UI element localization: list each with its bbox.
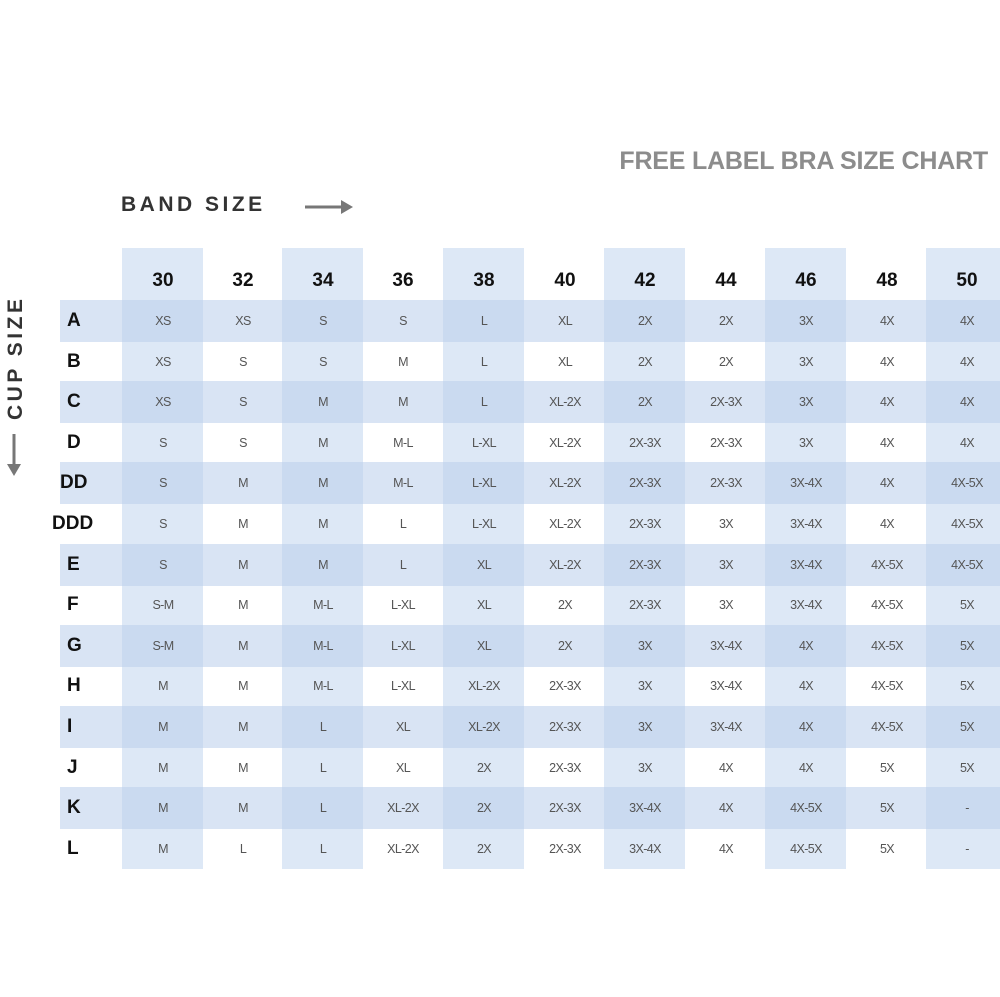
size-cell: S <box>159 435 167 450</box>
size-cell: 4X <box>798 679 814 694</box>
size-cell: 5X <box>959 638 975 653</box>
size-cell: 2X-3X <box>549 841 581 856</box>
size-cell: XL-2X <box>549 435 581 450</box>
cup-size-label: CUP SIZE <box>4 295 27 420</box>
size-cell: 4X <box>959 395 975 410</box>
size-cell: 2X <box>637 354 653 369</box>
size-cell: XL <box>395 760 411 775</box>
size-cell: 5X <box>879 760 895 775</box>
size-cell: XL-2X <box>387 801 419 816</box>
size-cell: XL-2X <box>549 557 581 572</box>
size-cell: L-XL <box>471 517 496 531</box>
size-cell: 3X <box>637 679 653 694</box>
size-cell: S-M <box>152 598 174 613</box>
size-cell: 2X-3X <box>629 476 661 491</box>
size-cell: M <box>158 841 168 856</box>
size-cell: L <box>319 720 327 734</box>
size-cell: 2X <box>476 760 492 775</box>
band-size-label: BAND SIZE <box>121 193 266 216</box>
band-size-header: 46 <box>795 270 817 291</box>
size-cell: L <box>399 557 407 572</box>
size-cell: M <box>318 476 328 491</box>
size-cell: 5X <box>879 801 895 816</box>
band-size-header: 48 <box>876 270 898 291</box>
size-cell: M <box>158 760 168 775</box>
size-cell: 5X <box>959 598 975 613</box>
cup-size-header: DD <box>60 472 88 494</box>
size-cell: M <box>398 395 408 410</box>
size-cell: M <box>238 760 248 775</box>
size-cell: L <box>399 517 407 531</box>
size-cell: 4X <box>879 354 895 369</box>
size-cell: L <box>239 841 247 856</box>
size-cell: 4X <box>959 314 975 328</box>
size-cell: L <box>319 801 327 816</box>
size-cell: M <box>238 801 248 816</box>
cup-size-header: F <box>67 594 79 616</box>
size-cell: 4X <box>879 517 895 531</box>
size-cell: 2X-3X <box>710 476 742 491</box>
size-cell: L <box>480 395 488 410</box>
size-cell: XL-2X <box>468 720 500 734</box>
size-cell: S <box>239 354 247 369</box>
size-cell: M <box>238 476 248 491</box>
size-cell: 3X-4X <box>629 841 661 856</box>
band-size-header: 34 <box>312 270 334 291</box>
size-cell: M <box>318 517 328 531</box>
size-cell: L-XL <box>390 598 415 613</box>
size-cell: 3X <box>798 395 814 410</box>
size-cell: XL-2X <box>549 476 581 491</box>
size-cell: S-M <box>152 638 174 653</box>
size-cell: 2X-3X <box>549 760 581 775</box>
size-cell: S <box>159 517 167 531</box>
band-size-header: 38 <box>473 270 495 291</box>
size-cell: XS <box>155 314 171 328</box>
size-cell: 3X <box>637 760 653 775</box>
band-size-header: 30 <box>152 270 174 291</box>
size-cell: 2X-3X <box>629 598 661 613</box>
size-cell: M-L <box>393 476 413 491</box>
size-cell: XL-2X <box>468 679 500 694</box>
size-cell: S <box>239 395 247 410</box>
size-cell: M <box>158 801 168 816</box>
size-cell: 4X-5X <box>871 598 903 613</box>
size-cell: M-L <box>393 435 413 450</box>
size-cell: 4X <box>959 435 975 450</box>
size-cell: 4X-5X <box>790 801 822 816</box>
size-cell: 3X <box>798 314 814 328</box>
size-cell: 2X <box>718 314 734 328</box>
size-cell: M <box>318 395 328 410</box>
size-cell: 3X-4X <box>710 720 742 734</box>
size-cell: M <box>238 517 248 531</box>
size-cell: XL-2X <box>387 841 419 856</box>
size-cell: S <box>159 557 167 572</box>
size-cell: M <box>238 557 248 572</box>
size-cell: 4X <box>798 760 814 775</box>
size-cell: M <box>158 720 168 734</box>
size-cell: 4X-5X <box>951 517 983 531</box>
size-cell: 3X <box>718 557 734 572</box>
size-cell: S <box>319 354 327 369</box>
size-cell: 2X-3X <box>549 679 581 694</box>
size-cell: XL <box>476 638 492 653</box>
size-cell: 2X <box>718 354 734 369</box>
size-cell: M <box>398 354 408 369</box>
size-cell: XL <box>395 720 411 734</box>
size-cell: 5X <box>959 679 975 694</box>
size-cell: 2X-3X <box>549 801 581 816</box>
cup-size-header: H <box>67 675 81 697</box>
size-cell: XL-2X <box>549 395 581 410</box>
size-cell: 3X <box>637 638 653 653</box>
size-cell: 5X <box>879 841 895 856</box>
band-size-header: 32 <box>232 270 254 291</box>
size-cell: 4X-5X <box>871 638 903 653</box>
size-cell: 3X-4X <box>790 517 822 531</box>
cup-size-header: D <box>67 431 81 453</box>
cup-size-header: A <box>67 310 81 331</box>
size-cell: M <box>238 720 248 734</box>
chart-title: FREE LABEL BRA SIZE CHART <box>619 147 988 175</box>
size-cell: 2X <box>557 638 573 653</box>
size-cell: S <box>159 476 167 491</box>
cup-size-header: E <box>67 553 80 575</box>
size-cell: M <box>238 638 248 653</box>
size-cell: 4X <box>718 760 734 775</box>
size-cell: L-XL <box>471 435 496 450</box>
size-cell: M-L <box>313 638 333 653</box>
band-size-header: 40 <box>554 270 576 291</box>
size-cell: 3X <box>798 354 814 369</box>
size-cell: L-XL <box>471 476 496 491</box>
size-cell: 4X <box>959 354 975 369</box>
size-cell: 3X-4X <box>629 801 661 816</box>
size-cell: L <box>480 314 488 328</box>
size-cell: 4X <box>879 476 895 491</box>
size-cell: 2X-3X <box>629 557 661 572</box>
size-cell: 2X-3X <box>549 720 581 734</box>
size-cell: 5X <box>959 760 975 775</box>
size-cell: S <box>399 314 407 328</box>
cup-size-header: G <box>67 634 82 656</box>
size-cell: L <box>319 841 327 856</box>
cup-size-header: DDD <box>52 513 94 534</box>
size-cell: XS <box>235 314 251 328</box>
size-cell: M <box>318 557 328 572</box>
size-cell: 5X <box>959 720 975 734</box>
size-cell: 3X-4X <box>710 679 742 694</box>
size-cell: 2X-3X <box>710 395 742 410</box>
size-cell: XL <box>557 354 573 369</box>
size-cell: M <box>238 679 248 694</box>
size-cell: 4X-5X <box>871 720 903 734</box>
cup-size-header: L <box>67 837 79 859</box>
size-cell: XL <box>476 557 492 572</box>
cup-size-header: K <box>67 797 81 819</box>
band-size-header: 44 <box>715 270 737 291</box>
size-cell: 3X <box>637 720 653 734</box>
size-cell: 2X <box>637 395 653 410</box>
size-cell: 3X-4X <box>790 476 822 491</box>
size-cell: XS <box>155 354 171 369</box>
size-cell: XL-2X <box>549 517 581 531</box>
size-cell: - <box>965 841 969 856</box>
size-cell: L-XL <box>390 679 415 694</box>
size-cell: 4X-5X <box>951 557 983 572</box>
size-cell: 4X <box>718 841 734 856</box>
size-cell: M-L <box>313 679 333 694</box>
size-cell: 2X-3X <box>629 435 661 450</box>
size-cell: M <box>158 679 168 694</box>
size-cell: 4X-5X <box>790 841 822 856</box>
size-cell: 2X-3X <box>710 435 742 450</box>
size-cell: - <box>965 801 969 816</box>
size-cell: XL <box>557 314 573 328</box>
size-cell: 3X <box>718 598 734 613</box>
size-cell: 4X <box>718 801 734 816</box>
size-cell: 2X <box>476 801 492 816</box>
size-cell: 3X-4X <box>790 598 822 613</box>
size-cell: 3X <box>718 517 734 531</box>
size-cell: L <box>319 760 327 775</box>
size-cell: 4X <box>879 314 895 328</box>
size-cell: 4X <box>798 638 814 653</box>
size-cell: XS <box>155 395 171 410</box>
size-cell: 4X <box>798 720 814 734</box>
size-cell: 3X-4X <box>710 638 742 653</box>
size-cell: M <box>318 435 328 450</box>
size-cell: 3X-4X <box>790 557 822 572</box>
size-cell: 3X <box>798 435 814 450</box>
cup-size-header: J <box>67 756 78 778</box>
cup-size-header: C <box>67 391 81 413</box>
size-cell: 2X <box>637 314 653 328</box>
size-cell: 4X-5X <box>871 679 903 694</box>
band-size-header: 36 <box>392 270 414 291</box>
size-cell: XL <box>476 598 492 613</box>
cup-size-header: B <box>67 350 81 372</box>
size-cell: L <box>480 354 488 369</box>
size-cell: M-L <box>313 598 333 613</box>
size-cell: 4X <box>879 395 895 410</box>
size-cell: L-XL <box>390 638 415 653</box>
band-size-header: 50 <box>956 270 978 291</box>
size-cell: 2X <box>557 598 573 613</box>
cup-size-header: I <box>67 716 73 737</box>
size-cell: 4X-5X <box>951 476 983 491</box>
size-cell: 2X-3X <box>629 517 661 531</box>
band-size-header: 42 <box>634 270 656 291</box>
size-cell: S <box>319 314 327 328</box>
size-cell: 4X <box>879 435 895 450</box>
size-cell: S <box>239 435 247 450</box>
size-cell: 2X <box>476 841 492 856</box>
size-cell: 4X-5X <box>871 557 903 572</box>
size-cell: M <box>238 598 248 613</box>
